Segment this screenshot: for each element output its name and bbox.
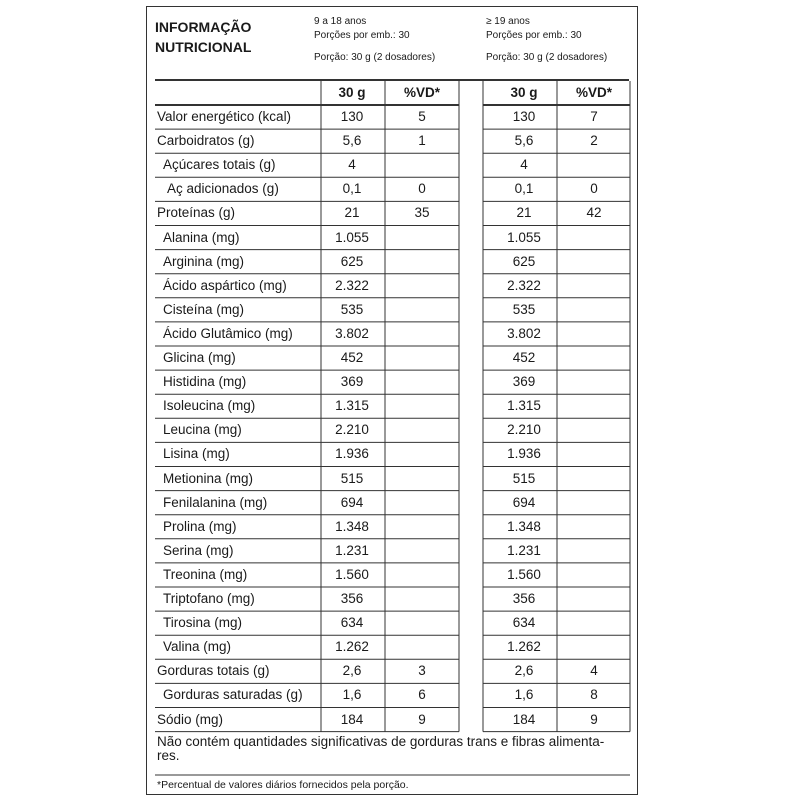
cell-vd-adult: [558, 515, 630, 539]
cell-vd-adult: [558, 298, 630, 322]
cell-vd-child: [386, 563, 458, 587]
cell-value-child: 1.315: [335, 398, 369, 414]
row-label: Valina (mg): [163, 639, 232, 655]
cell-value-child: 2.210: [335, 422, 369, 438]
cell-value-child: 4: [348, 157, 356, 173]
row-label: Treonina (mg): [163, 566, 248, 582]
cell-vd-child: 3: [418, 663, 426, 679]
cell-value-child: 1.348: [335, 518, 369, 534]
cell-vd-child: [386, 635, 458, 659]
row-label: Alanina (mg): [163, 229, 240, 245]
cell-vd-adult: [558, 274, 630, 298]
row-label: Ácido Glutâmico (mg): [163, 325, 293, 341]
row-label: Metionina (mg): [163, 470, 254, 486]
row-label: Serina (mg): [163, 542, 234, 558]
cell-vd-adult: 4: [590, 663, 598, 679]
cell-vd-child: [386, 587, 458, 611]
cell-value-child: 130: [340, 109, 364, 124]
cell-value-adult: 1.348: [507, 518, 541, 534]
footnote-vd: *Percentual de valores diários fornecidos pela porção.: [157, 779, 409, 791]
cell-vd-child: [386, 442, 458, 466]
cell-vd-adult: [558, 467, 630, 491]
cell-value-child: 184: [340, 711, 364, 727]
cell-vd-adult: [558, 563, 630, 587]
row-label: Isoleucina (mg): [163, 398, 256, 414]
cell-value-child: 452: [340, 350, 364, 365]
row-label: Proteínas (g): [157, 205, 236, 221]
row-label: Valor energético (kcal): [157, 109, 292, 124]
cell-value-adult: 694: [512, 494, 536, 510]
cell-value-adult: 1.560: [507, 566, 541, 582]
cell-vd-child: 5: [418, 109, 426, 124]
row-label: Lisina (mg): [163, 446, 230, 462]
cell-vd-adult: [558, 539, 630, 563]
cell-vd-adult: [558, 587, 630, 611]
cell-vd-child: 1: [418, 133, 426, 149]
row-label: Arginina (mg): [163, 253, 245, 269]
cell-vd-child: [386, 394, 458, 418]
cell-value-adult: 5,6: [514, 133, 534, 149]
cell-vd-adult: [558, 611, 630, 635]
group-age: ≥ 19 anos: [486, 16, 530, 27]
row-label: Açúcares totais (g): [163, 157, 276, 173]
group-header-child: [314, 15, 435, 65]
cell-value-adult: 634: [512, 615, 536, 631]
cell-value-child: 356: [340, 591, 364, 606]
cell-value-adult: 515: [512, 470, 536, 486]
cell-value-child: 694: [340, 494, 364, 510]
cell-value-child: 1.262: [335, 639, 369, 655]
cell-value-adult: 356: [512, 591, 536, 606]
group-servings: Porções por emb.: 30: [314, 30, 410, 41]
cell-vd-child: 0: [418, 181, 426, 197]
cell-value-adult: 0,1: [514, 181, 534, 197]
row-label: Leucina (mg): [163, 422, 242, 438]
group-servings: Porções por emb.: 30: [486, 30, 582, 41]
cell-value-adult: 625: [512, 253, 536, 269]
cell-vd-adult: [558, 153, 630, 177]
cell-value-adult: 130: [512, 109, 536, 124]
cell-value-child: 5,6: [342, 133, 362, 149]
cell-value-child: 1,6: [342, 687, 362, 703]
cell-value-adult: 2.322: [507, 277, 541, 293]
cell-value-adult: 452: [512, 350, 536, 365]
cell-vd-child: [386, 346, 458, 370]
cell-value-child: 535: [340, 301, 364, 317]
row-label: Triptofano (mg): [163, 591, 255, 606]
cell-value-adult: 184: [512, 711, 536, 727]
panel-title: [155, 17, 251, 57]
cell-vd-child: [386, 250, 458, 274]
cell-vd-adult: [558, 418, 630, 442]
row-label: Carboidratos (g): [157, 133, 255, 149]
cell-value-child: 515: [340, 470, 364, 486]
cell-value-child: 1.560: [335, 566, 369, 582]
cell-vd-child: [386, 298, 458, 322]
cell-value-child: 1.231: [335, 542, 369, 558]
cell-value-adult: 3.802: [507, 325, 541, 341]
cell-vd-child: [386, 539, 458, 563]
cell-vd-child: 6: [418, 687, 426, 703]
cell-value-adult: 1,6: [514, 687, 534, 703]
cell-value-child: 634: [340, 615, 364, 631]
cell-value-child: 625: [340, 253, 364, 269]
cell-value-child: 1.055: [335, 229, 369, 245]
cell-value-child: 2,6: [342, 663, 362, 679]
cell-value-adult: 535: [512, 301, 536, 317]
title-line-1: INFORMAÇÃO: [155, 19, 252, 35]
footnote-main: [157, 735, 604, 763]
cell-value-adult: 21: [516, 205, 532, 221]
group-portion: Porção: 30 g (2 dosadores): [486, 52, 608, 63]
cell-vd-adult: 0: [590, 181, 598, 197]
cell-vd-adult: 8: [590, 687, 598, 703]
cell-vd-child: [386, 515, 458, 539]
column-header-portion-adult: 30 g: [510, 85, 538, 100]
cell-vd-child: [386, 467, 458, 491]
cell-value-adult: 2,6: [514, 663, 534, 679]
cell-value-adult: 1.262: [507, 639, 541, 655]
cell-vd-child: [386, 611, 458, 635]
row-label: Histidina (mg): [163, 374, 247, 390]
cell-value-adult: 4: [520, 157, 528, 173]
cell-value-adult: 369: [512, 374, 536, 390]
cell-vd-adult: [558, 226, 630, 250]
cell-value-adult: 1.231: [507, 542, 541, 558]
cell-vd-adult: [558, 491, 630, 515]
column-header-vd-adult: %VD*: [575, 85, 612, 100]
row-label: Gorduras totais (g): [157, 663, 270, 679]
cell-vd-child: [386, 418, 458, 442]
cell-value-child: 21: [344, 205, 360, 221]
cell-vd-adult: 42: [586, 205, 602, 221]
row-label: Aç adicionados (g): [167, 181, 279, 197]
group-age: 9 a 18 anos: [314, 16, 367, 27]
cell-vd-child: [386, 491, 458, 515]
cell-value-child: 2.322: [335, 277, 369, 293]
cell-vd-adult: [558, 442, 630, 466]
row-label: Cisteína (mg): [163, 301, 245, 317]
cell-value-child: 0,1: [342, 181, 362, 197]
cell-vd-adult: [558, 322, 630, 346]
cell-vd-child: [386, 226, 458, 250]
cell-vd-child: [386, 153, 458, 177]
row-label: Tirosina (mg): [163, 615, 243, 631]
cell-vd-adult: [558, 370, 630, 394]
row-label: Fenilalanina (mg): [163, 494, 268, 510]
cell-vd-child: 35: [414, 205, 430, 221]
row-label: Glicina (mg): [163, 350, 236, 365]
cell-vd-child: [386, 370, 458, 394]
group-header-adult: [486, 15, 607, 65]
cell-value-adult: 1.055: [507, 229, 541, 245]
cell-vd-adult: [558, 346, 630, 370]
footnote-line-2: res.: [157, 748, 180, 763]
column-header-portion-child: 30 g: [338, 85, 366, 100]
cell-vd-adult: [558, 394, 630, 418]
cell-vd-child: [386, 322, 458, 346]
cell-value-child: 1.936: [335, 446, 369, 462]
cell-vd-adult: 7: [590, 109, 598, 124]
cell-vd-child: 9: [418, 711, 426, 727]
cell-vd-adult: [558, 250, 630, 274]
column-header-vd-child: %VD*: [403, 85, 440, 100]
row-label: Ácido aspártico (mg): [163, 277, 287, 293]
footnote-line-1: Não contém quantidades significativas de gorduras trans e fibras alimenta-: [157, 734, 605, 749]
row-label: Prolina (mg): [163, 518, 237, 534]
cell-value-adult: 1.315: [507, 398, 541, 414]
cell-value-adult: 1.936: [507, 446, 541, 462]
group-portion: Porção: 30 g (2 dosadores): [314, 52, 436, 63]
cell-vd-adult: 2: [590, 133, 598, 149]
cell-vd-child: [386, 274, 458, 298]
row-label: Sódio (mg): [157, 711, 224, 727]
cell-vd-adult: 9: [590, 711, 598, 727]
nutrition-facts-panel: [146, 6, 638, 795]
title-line-2: NUTRICIONAL: [155, 39, 252, 55]
cell-value-adult: 2.210: [507, 422, 541, 438]
cell-value-child: 369: [340, 374, 364, 390]
cell-vd-adult: [558, 635, 630, 659]
row-label: Gorduras saturadas (g): [163, 687, 303, 703]
cell-value-child: 3.802: [335, 325, 369, 341]
